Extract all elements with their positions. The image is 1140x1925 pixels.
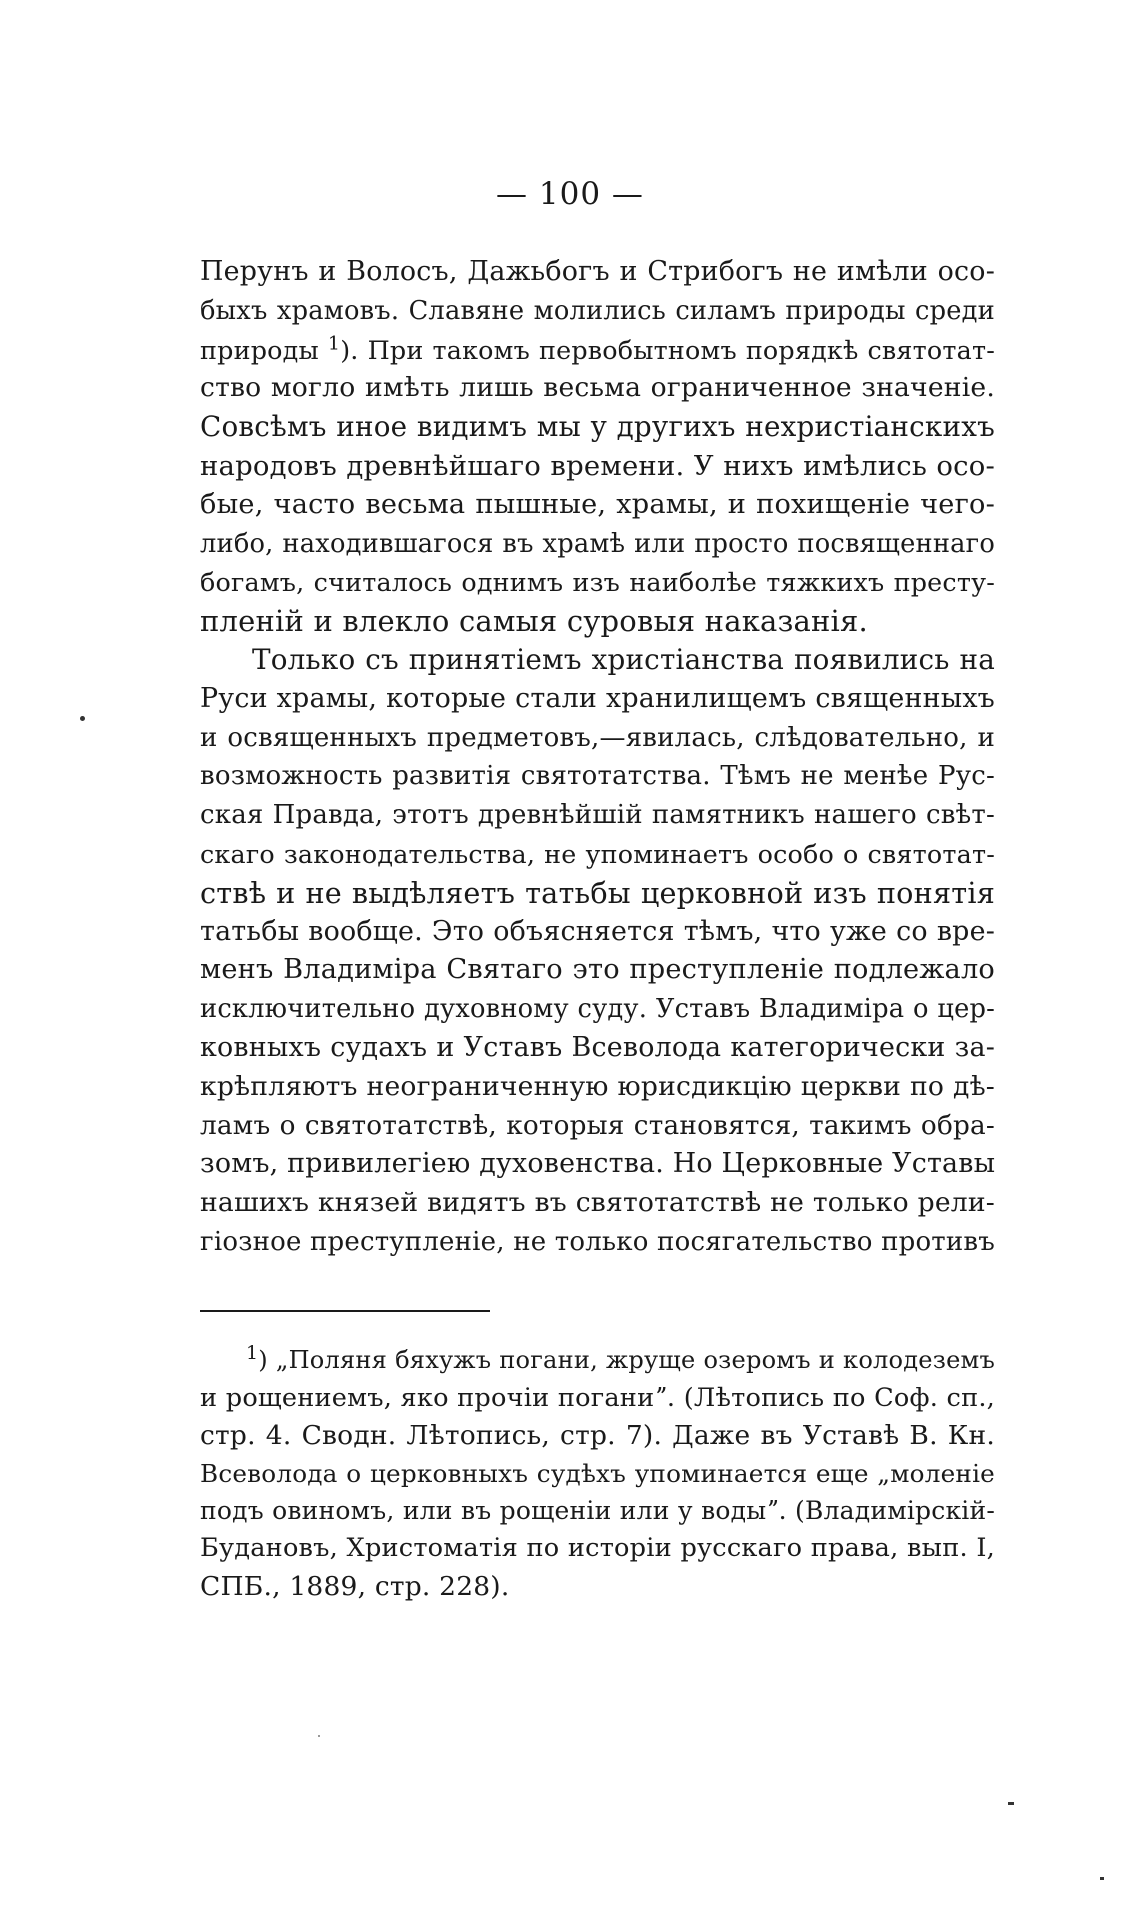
text-line: Совсѣмъ иное видимъ мы у другихъ нехристіанскихъ	[200, 410, 995, 444]
scan-speck	[80, 716, 85, 721]
text-line: быхъ храмовъ. Славяне молились силамъ природы среди	[200, 295, 995, 326]
text-line: народовъ древнѣйшаго времени. У нихъ имѣлись осо-	[200, 449, 995, 482]
footnote-line: СПБ., 1889, стр. 228).	[200, 1570, 510, 1602]
footnote-reference: 1	[327, 332, 341, 355]
text-line: менъ Владиміра Святаго это преступленіе подлежало	[200, 954, 995, 986]
text-line: скаго законодательства, не упоминаетъ особо о святотат-	[200, 838, 995, 869]
text-line: исключительно духовному суду. Уставъ Владиміра о цер-	[200, 994, 995, 1025]
scan-speck	[1100, 1877, 1104, 1880]
text-line: крѣпляютъ неограниченную юрисдикцію церкви по дѣ-	[200, 1070, 995, 1102]
footnote-line: подъ овиномъ, или въ рощеніи или у водыˮ. (Владимірскій-	[200, 1496, 995, 1526]
text-line: Только съ принятіемъ христіанства появились на	[252, 642, 995, 676]
text-fragment: природы	[200, 334, 319, 365]
text-line: и освященныхъ предметовъ,—явилась, слѣдовательно, и	[200, 722, 995, 753]
text-line: ствѣ и не выдѣляетъ татьбы церковной изъ понятія	[200, 875, 995, 910]
text-line: ская Правда, этотъ древнѣйшій памятникъ нашего свѣт-	[200, 800, 995, 831]
text-line: Перунъ и Волосъ, Дажьбогъ и Стрибогъ не имѣли осо-	[200, 256, 995, 287]
text-line-with-note	[200, 331, 995, 370]
scan-speck	[1008, 1802, 1014, 1805]
text-line: либо, находившагося въ храмѣ или просто посвященнаго	[200, 528, 995, 559]
text-line: бые, часто весьма пышные, храмы, и похищеніе чего-	[200, 488, 995, 520]
footnote-divider	[200, 1310, 490, 1312]
text-line: богамъ, считалось однимъ изъ наиболѣе тяжкихъ престу-	[200, 567, 995, 598]
text-line: нашихъ князей видятъ въ святотатствѣ не только рели-	[200, 1187, 995, 1219]
scan-speck	[318, 1735, 320, 1737]
text-line: татьбы вообще. Это объясняется тѣмъ, что уже со вре-	[200, 915, 995, 947]
footnote-line: Всеволода о церковныхъ судѣхъ упоминается еще „моленіе	[200, 1458, 995, 1488]
main-text	[200, 253, 995, 1262]
footnote	[200, 1342, 995, 1605]
page-number: — 100 —	[496, 176, 644, 212]
text-line: пленій и влекло самыя суровыя наказанія.	[200, 604, 868, 639]
footnote-line: и рощениемъ, яко прочіи поганиˮ. (Лѣтопись по Соф. сп.,	[200, 1382, 995, 1413]
text-fragment: ) „Поляня бяхужъ погани, жруще озеромъ и колодеземъ	[258, 1346, 995, 1374]
text-line: ламъ о святотатствѣ, которыя становятся, такимъ обра-	[200, 1110, 995, 1141]
footnote-line: стр. 4. Сводн. Лѣтопись, стр. 7). Даже въ Уставѣ В. Кн.	[200, 1420, 995, 1452]
footnote-line: Будановъ, Христоматія по исторіи русскаго права, вып. I,	[200, 1532, 995, 1563]
footnote-line	[200, 1342, 995, 1380]
text-line: ковныхъ судахъ и Уставъ Всеволода категорически за-	[200, 1031, 995, 1063]
footnote-marker: 1	[246, 1341, 259, 1364]
text-line: возможность развитія святотатства. Тѣмъ не менѣе Рус-	[200, 761, 995, 792]
text-line: гіозное преступленіе, не только посягательство противъ	[200, 1226, 995, 1257]
text-line: ство могло имѣть лишь весьма ограниченное значеніе.	[200, 372, 995, 404]
text-line: зомъ, привилегіею духовенства. Но Церковные Уставы	[200, 1148, 996, 1180]
text-line: Руси храмы, которые стали хранилищемъ священныхъ	[200, 682, 995, 714]
text-fragment: ). При такомъ первобытномъ порядкѣ святотат-	[340, 334, 995, 365]
